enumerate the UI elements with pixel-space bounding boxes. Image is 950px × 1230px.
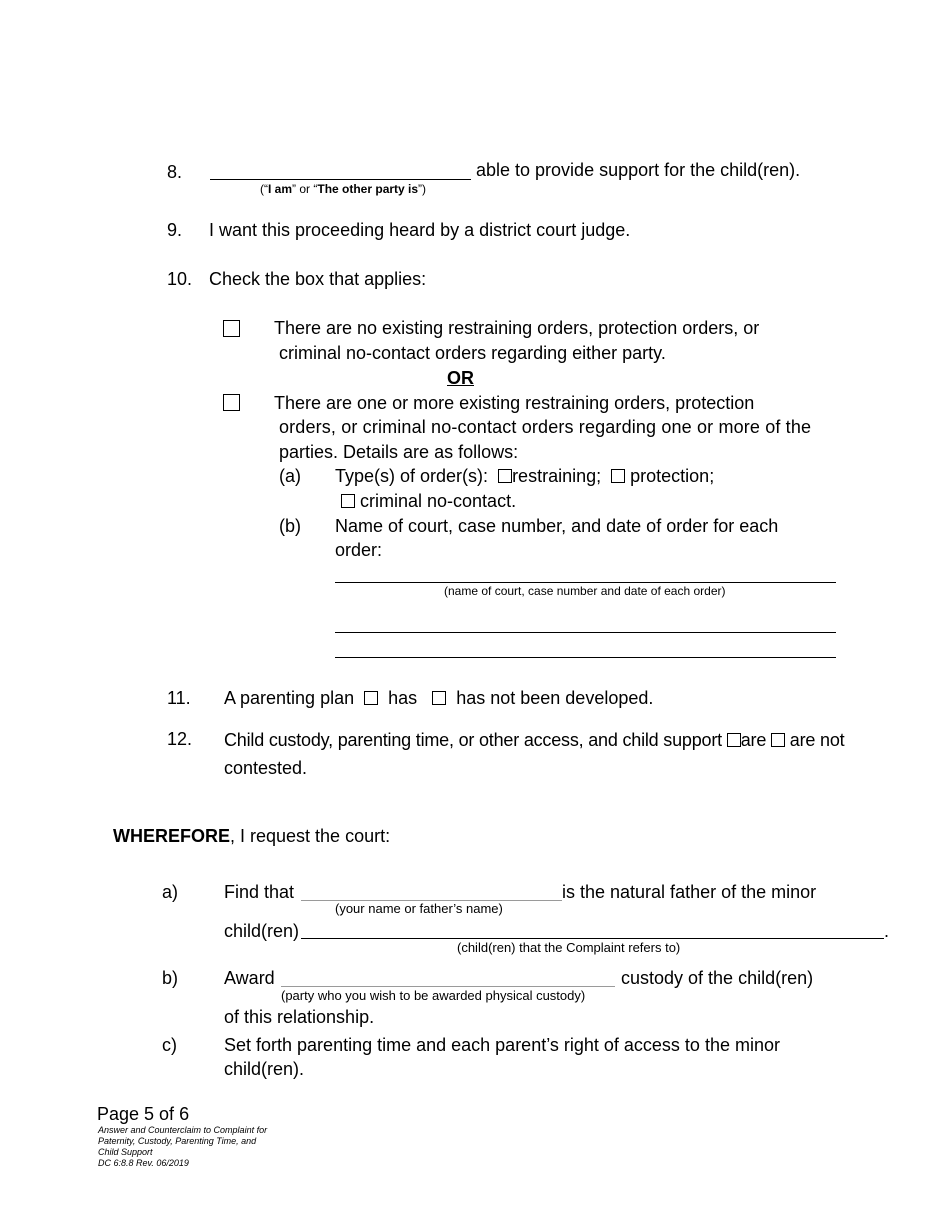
custody-text: custody of the child(ren) <box>621 968 814 988</box>
order-types-row <box>335 465 714 487</box>
sub-b-line-2: order: <box>335 540 383 560</box>
contested-are-not-checkbox[interactable] <box>771 733 785 747</box>
footer-form-title-3: Child Support <box>98 1147 153 1157</box>
sub-b-label: (b) <box>279 516 301 536</box>
item-9-text: I want this proceeding heard by a district court judge. <box>209 220 631 240</box>
option-2-line-2: orders, or criminal no-contact orders regarding one or more of the <box>279 417 812 437</box>
request-a-label: a) <box>162 882 179 902</box>
father-name-caption: (your name or father’s name) <box>335 901 503 916</box>
sub-a-label: (a) <box>279 466 301 486</box>
children-names-line[interactable] <box>301 938 884 939</box>
item-12-text: Child custody, parenting time, or other access, and child support <box>224 730 722 750</box>
restraining-label: restraining; <box>512 466 602 486</box>
option-2-line-1: There are one or more existing restraining orders, protection <box>274 393 755 413</box>
protection-checkbox[interactable] <box>611 469 625 483</box>
item-8-text: able to provide support for the child(ren). <box>476 160 801 180</box>
plan-has-not-label: has not been developed. <box>456 688 654 708</box>
request-c-line-2: child(ren). <box>224 1059 305 1079</box>
item-10-number: 10. <box>167 269 193 289</box>
no-orders-checkbox[interactable] <box>223 320 240 337</box>
plan-has-checkbox[interactable] <box>364 691 378 705</box>
item-11-number: 11. <box>167 688 191 708</box>
request-c-label: c) <box>162 1035 177 1055</box>
item-8-number: 8. <box>167 162 183 182</box>
footer-form-title-2: Paternity, Custody, Parenting Time, and <box>98 1136 257 1146</box>
request-b-label: b) <box>162 968 179 988</box>
children-caption: (child(ren) that the Complaint refers to) <box>457 940 681 955</box>
plan-has-label: has <box>388 688 418 708</box>
wherefore-heading: WHEREFORE, I request the court: <box>113 826 391 846</box>
item-11-text: A parenting plan <box>224 688 355 708</box>
criminal-no-contact-checkbox[interactable] <box>341 494 355 508</box>
order-details-line-3[interactable] <box>335 657 836 658</box>
footer-form-code: DC 6:8.8 Rev. 06/2019 <box>98 1158 189 1168</box>
item-12-line-2: contested. <box>224 758 308 778</box>
request-c-line-1: Set forth parenting time and each parent’s right of access to the minor <box>224 1035 780 1055</box>
contested-are-label: are <box>740 730 767 750</box>
option-1-line-1: There are no existing restraining orders, protection orders, or <box>274 318 760 338</box>
option-1-line-2: criminal no-contact orders regarding either party. <box>279 343 666 363</box>
item-9-number: 9. <box>167 220 183 240</box>
or-separator: OR <box>447 368 474 388</box>
children-period: . <box>884 921 890 941</box>
footer-form-title-1: Answer and Counterclaim to Complaint for <box>98 1125 268 1135</box>
children-label: child(ren) <box>224 921 300 941</box>
order-details-line-1[interactable] <box>335 582 836 583</box>
order-details-caption: (name of court, case number and date of each order) <box>444 584 726 598</box>
protection-label: protection; <box>630 466 715 486</box>
existing-orders-checkbox[interactable] <box>223 394 240 411</box>
item-10-text: Check the box that applies: <box>209 269 427 289</box>
restraining-checkbox[interactable] <box>498 469 512 483</box>
item-12-row <box>224 729 844 751</box>
option-2-line-3: parties. Details are as follows: <box>279 442 519 462</box>
award-text: Award <box>224 968 275 988</box>
contested-are-not-label: are not <box>789 730 845 750</box>
page-number: Page 5 of 6 <box>97 1104 190 1124</box>
plan-has-not-checkbox[interactable] <box>432 691 446 705</box>
criminal-row <box>341 490 516 512</box>
item-11-row <box>224 687 653 709</box>
find-that-text: Find that <box>224 882 295 902</box>
natural-father-text: is the natural father of the minor <box>562 882 817 902</box>
criminal-no-contact-label: criminal no-contact. <box>360 491 517 511</box>
item-8-caption: (“I am” or “The other party is”) <box>260 182 427 196</box>
custody-caption: (party who you wish to be awarded physical custody) <box>281 988 586 1003</box>
request-b-line-2: of this relationship. <box>224 1007 375 1027</box>
item-8-blank-line[interactable] <box>210 179 471 180</box>
item-12-number: 12. <box>167 729 193 749</box>
order-details-line-2[interactable] <box>335 632 836 633</box>
order-types-label: Type(s) of order(s): <box>335 466 489 486</box>
sub-b-line-1: Name of court, case number, and date of order for each <box>335 516 779 536</box>
contested-are-checkbox[interactable] <box>727 733 741 747</box>
custody-party-line[interactable] <box>281 986 615 987</box>
